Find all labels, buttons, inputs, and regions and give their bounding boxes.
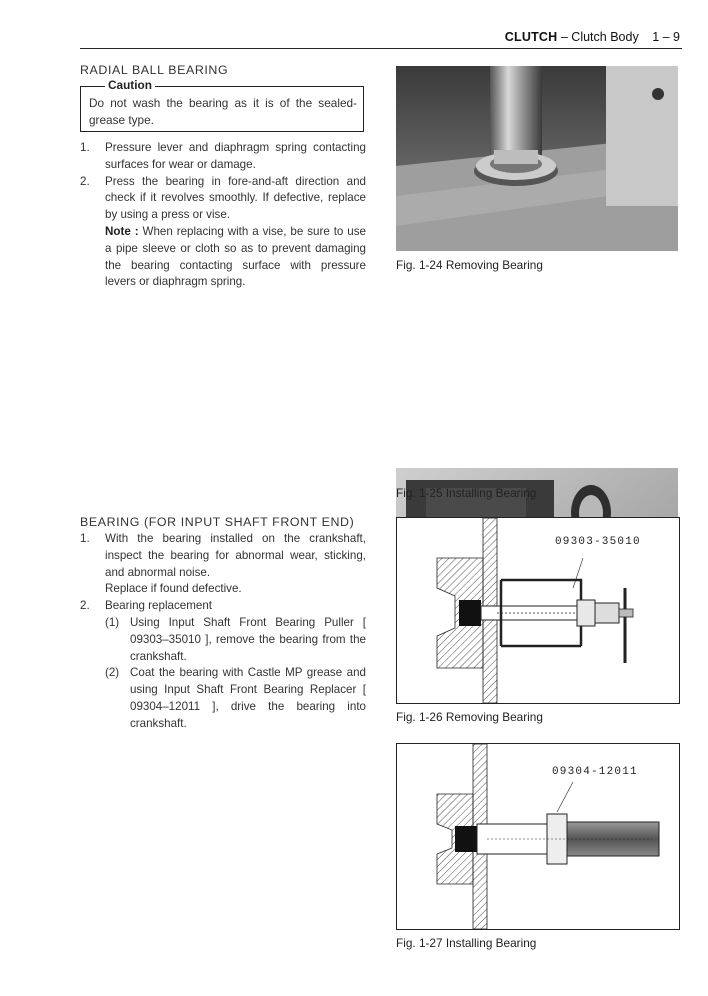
note-label: Note :	[105, 224, 139, 238]
step-number: 1.	[80, 141, 90, 154]
caution-box	[80, 78, 364, 132]
section-title: CLUTCH	[504, 30, 558, 44]
substep-1	[80, 615, 366, 665]
fig-1-27-drawing	[396, 743, 680, 930]
step-text: Pressure lever and diaphragm spring contacting surfaces for wear or damage.	[105, 141, 366, 171]
step-2	[80, 598, 366, 615]
fig-1-27-part-number: 09304-12011	[552, 766, 638, 778]
radial-bearing-steps	[80, 140, 366, 291]
substep-2	[80, 665, 366, 732]
substep-number: (2)	[105, 666, 120, 680]
subsection-title: – Clutch Body	[560, 30, 639, 44]
step-text: Bearing replacement	[105, 599, 212, 613]
note-text: When replacing with a vise, be sure to use a pipe sleeve or cloth so as to prevent damaging the bearing contacting surface with pressure levers or diaphragm spring.	[105, 224, 366, 289]
step-text-extra: Replace if found defective.	[105, 582, 242, 596]
substep-text: Using Input Shaft Front Bearing Puller [ 09303–35010 ], remove the bearing from the crankshaft.	[130, 615, 366, 663]
header-rule	[80, 48, 682, 49]
step-1	[80, 531, 366, 598]
step-number: 1.	[80, 532, 90, 545]
caution-text: Do not wash the bearing as it is of the sealed-grease type.	[89, 96, 357, 127]
fig-1-26-caption: Fig. 1-26 Removing Bearing	[396, 710, 543, 724]
step-number: 2.	[80, 599, 90, 613]
input-shaft-bearing-heading: BEARING (FOR INPUT SHAFT FRONT END)	[80, 515, 355, 529]
page-number: 1 – 9	[652, 30, 680, 44]
fig-1-25-caption: Fig. 1-25 Installing Bearing	[396, 486, 537, 500]
radial-bearing-heading: RADIAL BALL BEARING	[80, 63, 229, 77]
step-1	[80, 140, 366, 174]
step-2	[80, 174, 366, 224]
fig-1-24-caption: Fig. 1-24 Removing Bearing	[396, 258, 543, 272]
step-number: 2.	[80, 174, 90, 188]
input-shaft-steps	[80, 531, 366, 733]
fig-1-27-caption: Fig. 1-27 Installing Bearing	[396, 936, 537, 950]
caution-label: Caution	[105, 78, 155, 92]
substep-number: (1)	[105, 615, 120, 629]
note-paragraph	[80, 224, 366, 291]
substep-text: Coat the bearing with Castle MP grease and using Input Shaft Front Bearing Replacer [ 09304–12011 ], drive the bearing into crankshaft.	[130, 666, 366, 730]
fig-1-26-drawing	[396, 517, 680, 704]
page-header	[505, 30, 680, 44]
fig-1-26-part-number: 09303-35010	[555, 536, 641, 548]
step-text: Press the bearing in fore-and-aft direction and check if it revolves smoothly. If defective, replace by using a press or vise.	[105, 174, 366, 222]
step-text: With the bearing installed on the crankshaft, inspect the bearing for abnormal wear, sticking, and abnormal noise.	[105, 532, 366, 579]
fig-1-24-photo	[396, 66, 678, 251]
